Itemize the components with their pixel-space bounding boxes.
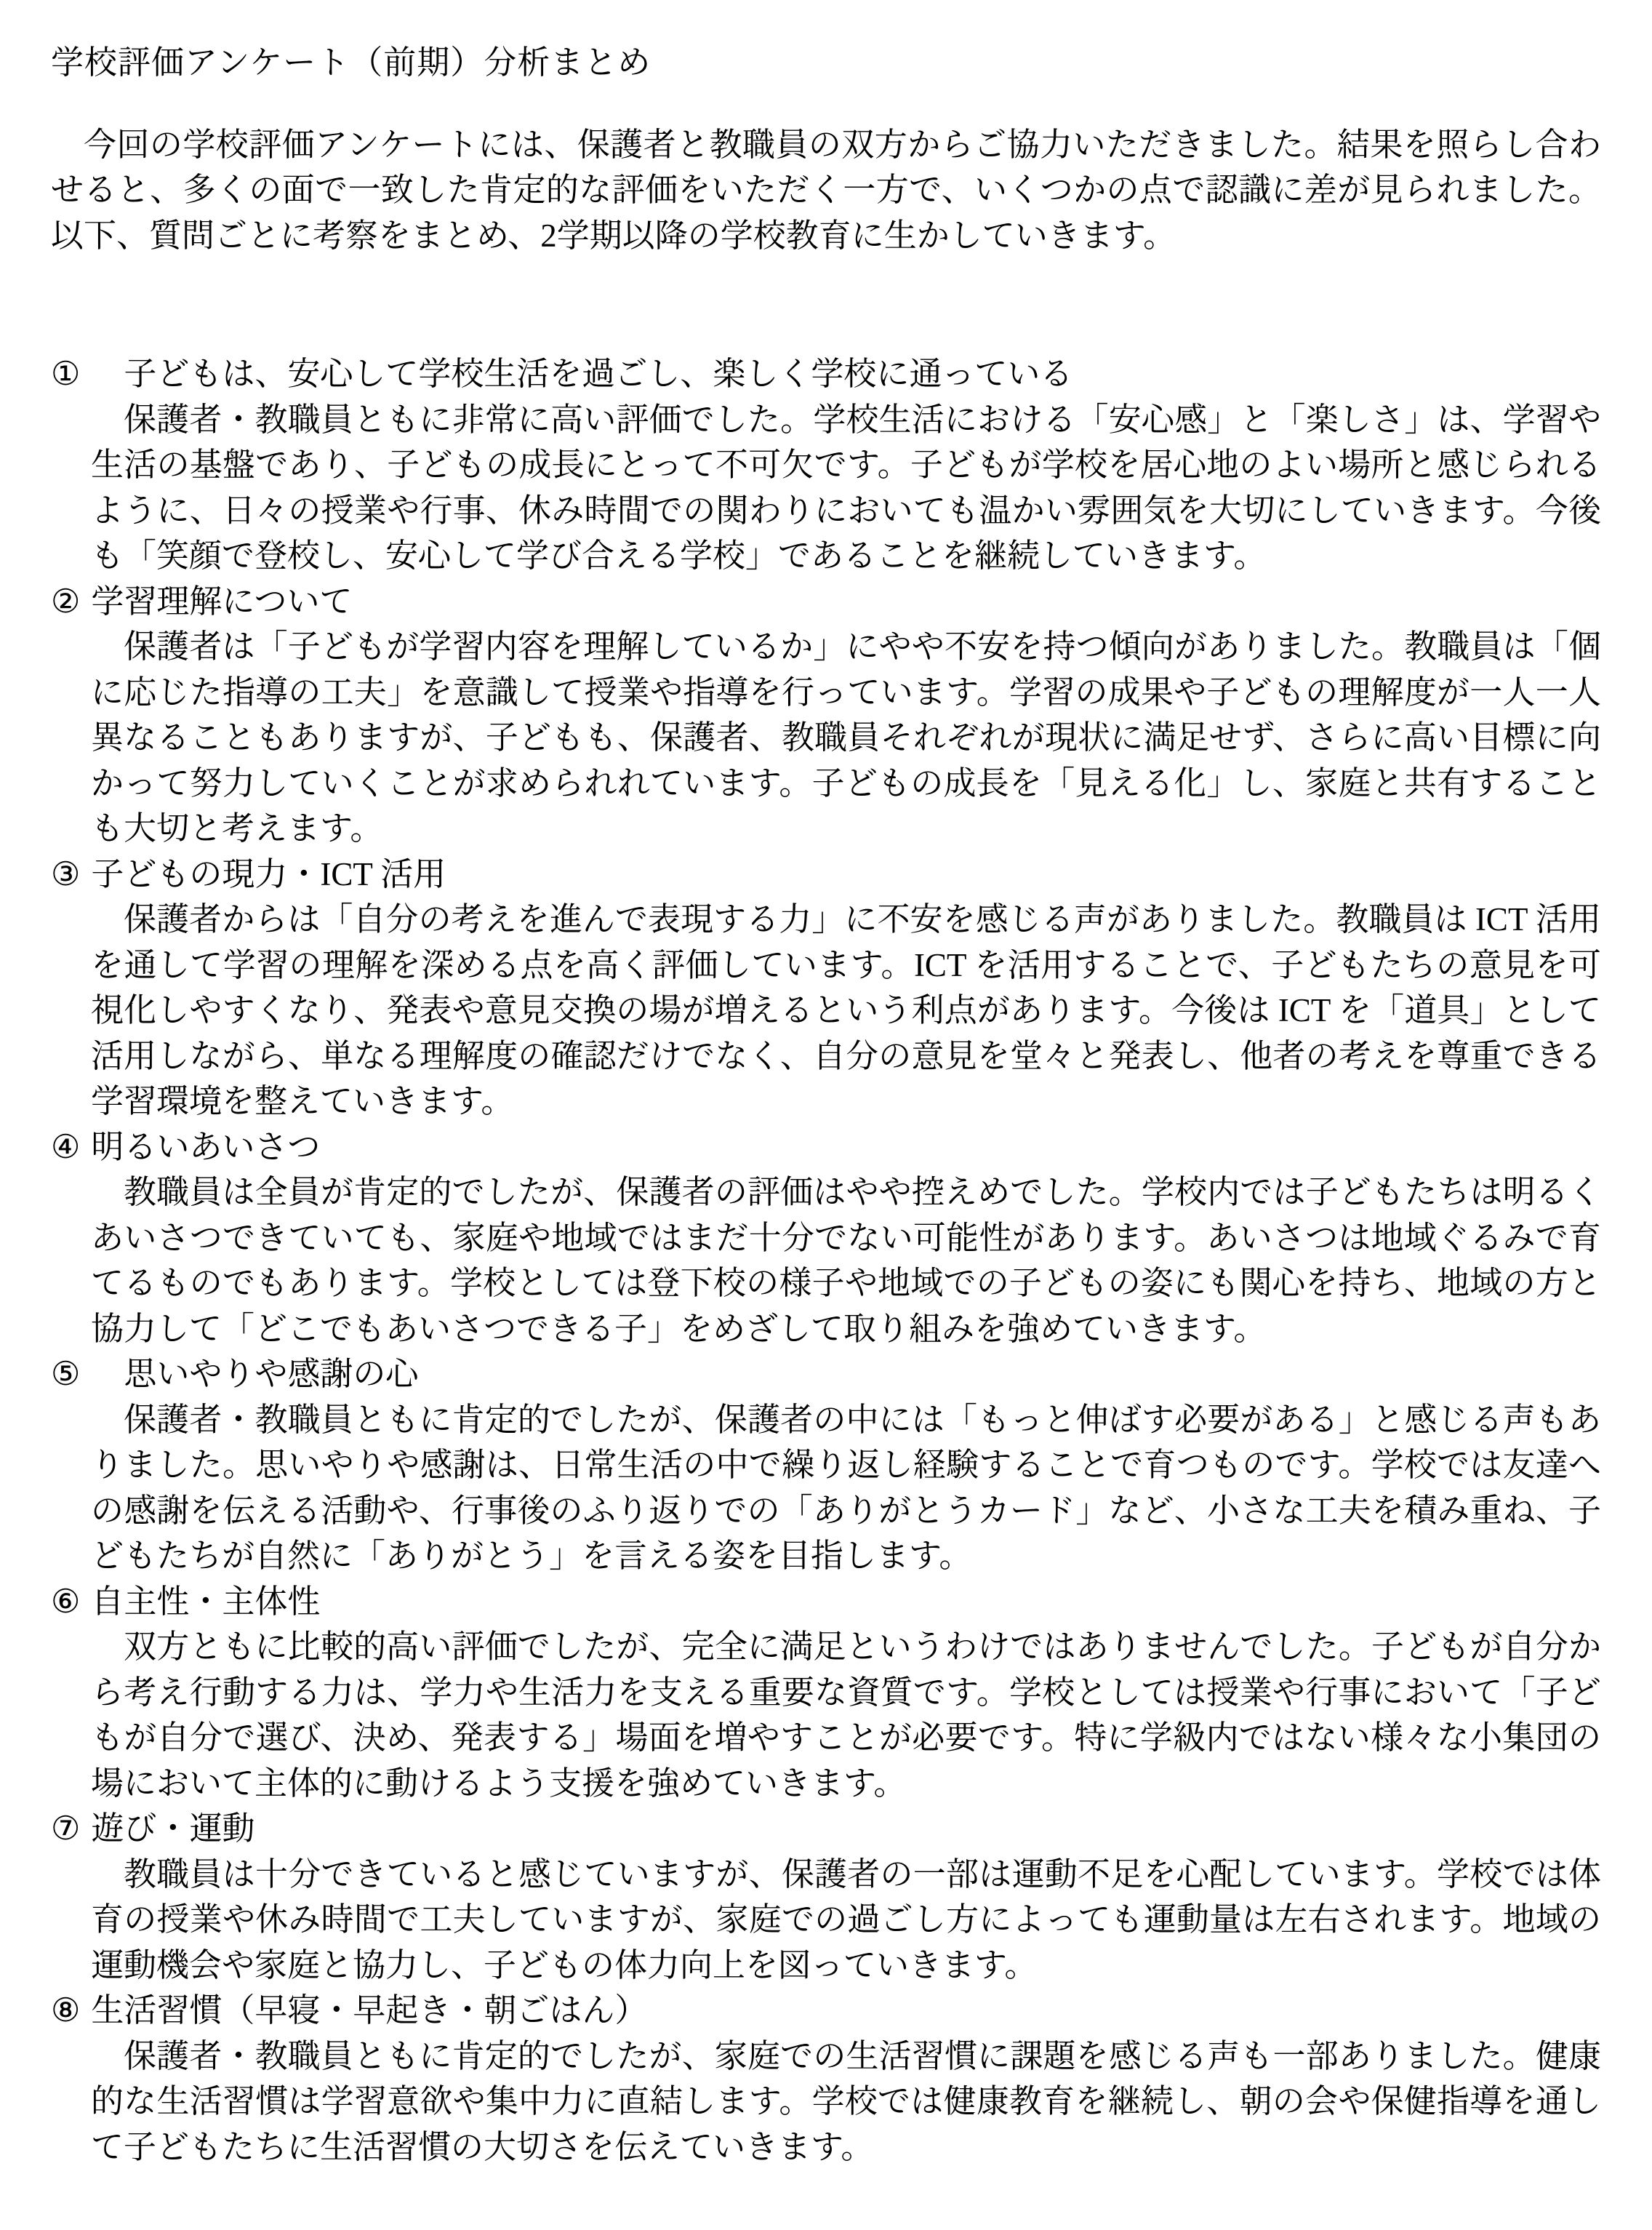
section-body: 教職員は十分できていると感じていますが、保護者の一部は運動不足を心配しています。学校では体育の授業や休み時間で工夫していますが、家庭での過ごし方によっても運動量は左右されます。地域の運動機会や家庭と協力し、子どもの体力向上を図っていきます。 [91,1855,1601,1983]
section-body: 保護者・教職員ともに非常に高い評価でした。学校生活における「安心感」と「楽しさ」は、学習や生活の基盤であり、子どもの成長にとって不可欠です。子どもが学校を居心地のよい場所と感じられるように、日々の授業や行事、休み時間での関わりにおいても温かい雰囲気を大切にしていきます。今後も「笑顔で登校し、安心して学び合える学校」であることを継続していきます。 [91,401,1601,574]
section [51,852,1601,1124]
section-heading-row [51,1988,1601,2034]
section-heading-row [51,1124,1601,1170]
section-heading-row [51,1579,1601,1625]
section [51,579,1601,852]
section-number: ② [51,583,81,620]
section-body: 保護者・教職員ともに肯定的でしたが、保護者の中には「もっと伸ばす必要がある」と感じる声もありました。思いやりや感謝は、日常生活の中で繰り返し経験することで育つものです。学校では友達への感謝を伝える活動や、行事後のふり返りでの「ありがとうカード」など、小さな工夫を積み重ね、子どもたちが自然に「ありがとう」を言える姿を目指します。 [91,1401,1601,1574]
section-number: ① [51,356,81,392]
section-body: 保護者・教職員ともに肯定的でしたが、家庭での生活習慣に課題を感じる声も一部ありました。健康的な生活習慣は学習意欲や集中力に直結します。学校では健康教育を継続し、朝の会や保健指導を通して子どもたちに生活習慣の大切さを伝えていきます。 [91,2037,1601,2165]
section [51,1351,1601,1579]
section-number: ⑤ [51,1356,81,1392]
section [51,1806,1601,1988]
section [51,1124,1601,1352]
section-heading: 子どもの現力・ICT 活用 [91,855,446,892]
section [51,1579,1601,1807]
section-heading-row [51,852,1601,898]
section-list [51,351,1601,2170]
section-number: ⑦ [51,1810,81,1847]
section [51,1988,1601,2170]
section-number: ⑧ [51,1992,81,2029]
section-body: 教職員は全員が肯定的でしたが、保護者の評価はやや控えめでした。学校内では子どもたちは明るくあいさつできていても、家庭や地域ではまだ十分でない可能性があります。あいさつは地域ぐるみで育てるものでもあります。学校としては登下校の様子や地域での子どもの姿にも関心を持ち、地域の方と協力して「どこでもあいさつできる子」をめざして取り組みを強めていきます。 [91,1174,1601,1347]
section-body: 保護者は「子どもが学習内容を理解しているか」にやや不安を持つ傾向がありました。教職員は「個に応じた指導の工夫」を意識して授業や指導を行っています。学習の成果や子どもの理解度が一人一人異なることもありますが、子どもも、保護者、教職員それぞれが現状に満足せず、さらに高い目標に向かって努力していくことが求められれています。子どもの成長を「見える化」し、家庭と共有することも大切と考えます。 [91,628,1601,847]
section-heading: 自主性・主体性 [91,1583,321,1620]
section-heading-row [51,1351,1601,1397]
section-heading: 思いやりや感謝の心 [91,1356,419,1392]
section-body: 保護者からは「自分の考えを進んで表現する力」に不安を感じる声がありました。教職員は ICT 活用を通して学習の理解を深める点を高く評価しています。ICT を活用することで、子どもたちの意見を可視化しやすくなり、発表や意見交換の場が増えるという利点があります。今後は ICT を「道具」として活用しながら、単なる理解度の確認だけでなく、自分の意見を堂々と発表し、他者の考えを尊重できる学習環境を整えていきます。 [91,901,1601,1119]
section [51,351,1601,579]
section-heading: 遊び・運動 [91,1810,255,1847]
intro-paragraph: 今回の学校評価アンケートには、保護者と教職員の双方からご協力いただきました。結果を照らし合わせると、多くの面で一致した肯定的な評価をいただく一方で、いくつかの点で認識に差が見られました。以下、質問ごとに考察をまとめ、2学期以降の学校教育に生かしていきます。 [51,126,1601,254]
section-number: ④ [51,1128,81,1165]
section-heading: 明るいあいさつ [91,1128,321,1165]
section-number: ⑥ [51,1583,81,1620]
section-heading: 生活習慣（早寝・早起き・朝ごはん） [91,1992,648,2029]
section-heading: 学習理解について [91,583,353,620]
page-title: 学校評価アンケート（前期）分析まとめ [51,44,651,81]
section-number: ③ [51,855,81,892]
section-heading: 子どもは、安心して学校生活を過ごし、楽しく学校に通っている [91,356,1073,392]
section-heading-row [51,579,1601,625]
section-body: 双方ともに比較的高い評価でしたが、完全に満足というわけではありませんでした。子どもが自分から考え行動する力は、学力や生活力を支える重要な資質です。学校としては授業や行事において「子どもが自分で選び、決め、発表する」場面を増やすことが必要です。特に学級内ではない様々な小集団の場において主体的に動けるよう支援を強めていきます。 [91,1628,1601,1802]
section-heading-row [51,1806,1601,1852]
section-heading-row [51,351,1601,397]
